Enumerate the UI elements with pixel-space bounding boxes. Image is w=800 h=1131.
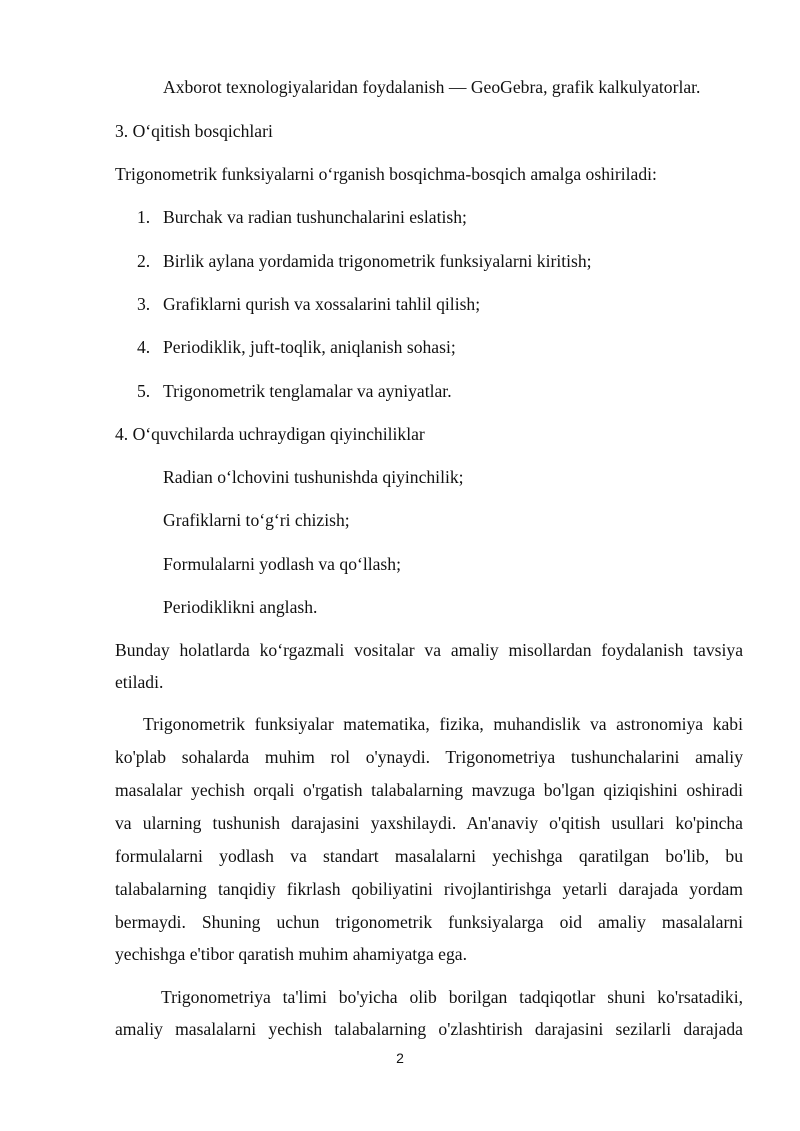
section-4-heading: 4. O‘quvchilarda uchraydigan qiyinchiliklar (115, 424, 425, 444)
paragraph-line: ko'plab sohalarda muhim rol o'ynaydi. Trigonometriya tushunchalarini amaliy (115, 747, 743, 767)
paragraph-line: va ularning tushunish darajasini yaxshilaydi. An'anaviy o'qitish usullari ko'pincha (115, 813, 743, 833)
paragraph-line: amaliy masalalarni yechish talabalarning o'zlashtirish darajasini sezilarli darajada (115, 1019, 743, 1039)
section-3-heading: 3. O‘qitish bosqichlari (115, 121, 273, 141)
list-number: 3. (137, 294, 151, 314)
difficulty-item: Grafiklarni to‘g‘ri chizish; (163, 510, 350, 530)
page-number: 2 (396, 1050, 404, 1066)
paragraph-line: Trigonometriya ta'limi bo'yicha olib borilgan tadqiqotlar shuni ko'rsatadiki, (161, 987, 743, 1007)
list-number: 4. (137, 337, 151, 357)
list-item: Burchak va radian tushunchalarini eslatish; (163, 207, 467, 227)
paragraph-line: bermaydi. Shuning uchun trigonometrik funksiyalarga oid amaliy masalalarni (115, 912, 743, 932)
intro-line: Axborot texnologiyalaridan foydalanish — GeoGebra, grafik kalkulyatorlar. (163, 77, 701, 97)
list-item: Trigonometrik tenglamalar va ayniyatlar. (163, 381, 452, 401)
list-item: Grafiklarni qurish va xossalarini tahlil qilish; (163, 294, 481, 314)
recommendation-line: etiladi. (115, 672, 164, 692)
section-3-lead: Trigonometrik funksiyalarni o‘rganish bosqichma-bosqich amalga oshiriladi: (115, 164, 657, 184)
list-number: 2. (137, 251, 151, 271)
difficulty-item: Formulalarni yodlash va qo‘llash; (163, 554, 401, 574)
list-item: Birlik aylana yordamida trigonometrik funksiyalarni kiritish; (163, 251, 592, 271)
list-item: Periodiklik, juft-toqlik, aniqlanish sohasi; (163, 337, 456, 357)
difficulty-item: Periodiklikni anglash. (163, 597, 318, 617)
list-number: 5. (137, 381, 151, 401)
paragraph-line: masalalar yechish orqali o'rgatish talabalarning mavzuga bo'lgan qiziqishini oshiradi (115, 780, 743, 800)
paragraph-line: Trigonometrik funksiyalar matematika, fizika, muhandislik va astronomiya kabi (143, 714, 743, 734)
list-number: 1. (137, 207, 151, 227)
paragraph-line: formulalarni yodlash va standart masalalarni yechishga qaratilgan bo'lib, bu (115, 846, 743, 866)
recommendation-line: Bunday holatlarda ko‘rgazmali vositalar va amaliy misollardan foydalanish tavsiya (115, 640, 743, 660)
paragraph-line: yechishga e'tibor qaratish muhim ahamiyatga ega. (115, 944, 467, 964)
difficulty-item: Radian o‘lchovini tushunishda qiyinchilik; (163, 467, 464, 487)
paragraph-line: talabalarning tanqidiy fikrlash qobiliyatini rivojlantirishga yetarli darajada yordam (115, 879, 743, 899)
